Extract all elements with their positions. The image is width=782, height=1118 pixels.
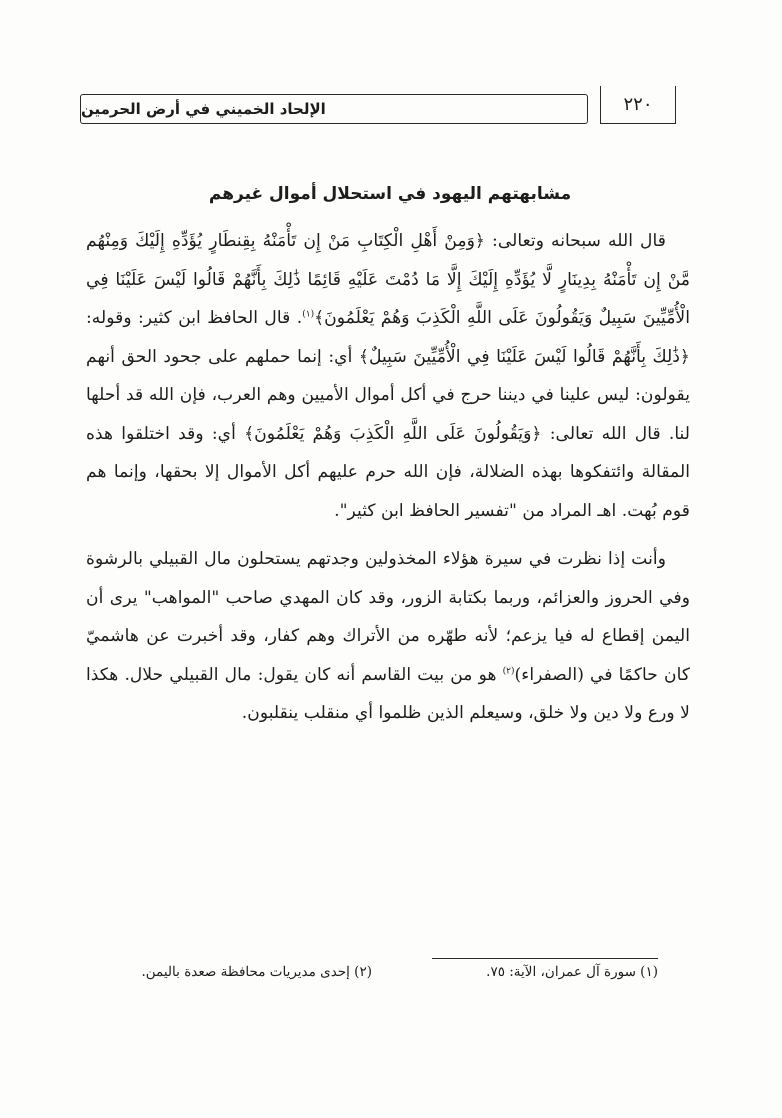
section-heading: مشابهتهم اليهود في استحلال أموال غيرهم bbox=[208, 184, 572, 204]
page-header bbox=[70, 86, 676, 122]
footnote-2: (٢) إحدى مديريات محافظة صعدة باليمن. bbox=[141, 964, 372, 980]
running-title: الإلحاد الخميني في أرض الحرمين bbox=[81, 100, 326, 118]
quran-verse: ﴿وَمِنْ أَهْلِ الْكِتَابِ مَنْ إِن تَأْمَنْهُ بِقِنطَارٍ يُؤَدِّهِ إِلَيْكَ وَمِنْهُم مَّنْ إِن تَأْمَنْهُ بِدِينَارٍ لَّا يُؤَدِّهِ إِلَيْكَ إِلَّا مَا دُمْتَ عَلَيْهِ قَائِمًا ذَٰلِكَ بِأَنَّهُمْ قَالُوا لَيْسَ عَلَيْنَا فِي الْأُمِّيِّينَ سَبِيلٌ وَيَقُولُونَ عَلَى اللَّهِ الْكَذِبَ وَهُمْ يَعْلَمُونَ﴾ bbox=[86, 231, 690, 328]
paragraph-2 bbox=[86, 540, 690, 733]
footnote-1: (١) سورة آل عمران، الآية: ٧٥. bbox=[486, 964, 658, 980]
footnote-divider bbox=[432, 958, 658, 959]
running-title-frame bbox=[80, 94, 588, 124]
body-text-segment: . قال الحافظ ابن كثير: وقوله: bbox=[86, 308, 303, 328]
quran-verse: ﴿ذَٰلِكَ بِأَنَّهُمْ قَالُوا لَيْسَ عَلَيْنَا فِي الْأُمِّيِّينَ سَبِيلٌ﴾ bbox=[358, 346, 690, 367]
body-text-segment: قال الله سبحانه وتعالى: bbox=[484, 231, 666, 251]
body-text-segment: أي: وقد اختلقوا هذه المقالة وائتفكوها بهذه الضلالة، فإن الله حرم عليهم أكل الأموال إلا بحقها، وإنما هم قوم بُهت. اهـ المراد من "تفسير الحافظ ابن كثير". bbox=[86, 423, 690, 521]
footnote-reference: (٢) bbox=[502, 665, 515, 676]
footnote-reference: (١) bbox=[302, 309, 315, 320]
main-text bbox=[86, 222, 690, 733]
quran-verse: ﴿وَيَقُولُونَ عَلَى اللَّهِ الْكَذِبَ وَهُمْ يَعْلَمُونَ﴾ bbox=[244, 423, 542, 444]
paragraph-1 bbox=[86, 222, 690, 530]
body-text-segment: هو من بيت القاسم أنه كان يقول: مال القبيلي حلال. هكذا لا ورع ولا دين ولا خلق، وسيعلم الذين ظلموا أي منقلب ينقلبون. bbox=[86, 664, 690, 723]
footnotes bbox=[116, 964, 672, 994]
page-number: ٢٢٠ bbox=[600, 86, 676, 124]
body-text-segment: أي: إنما حملهم على جحود الحق أنهم يقولون: ليس علينا في ديننا حرج في أكل أموال الأميين وهم العرب، فإن الله قد أحلها لنا. قال الله تعالى: bbox=[86, 346, 690, 444]
body-text-segment: وأنت إذا نظرت في سيرة هؤلاء المخذولين وجدتهم يستحلون مال القبيلي بالرشوة وفي الحروز والعزائم، وربما بكتابة الزور، وقد كان المهدي صاحب "المواهب" يرى أن اليمن إقطاع له فيا يزعم؛ لأنه طهّره من الأتراك وهم كفار، وقد أخبرت عن هاشميّ كان حاكمًا في (الصفراء) bbox=[86, 549, 690, 685]
